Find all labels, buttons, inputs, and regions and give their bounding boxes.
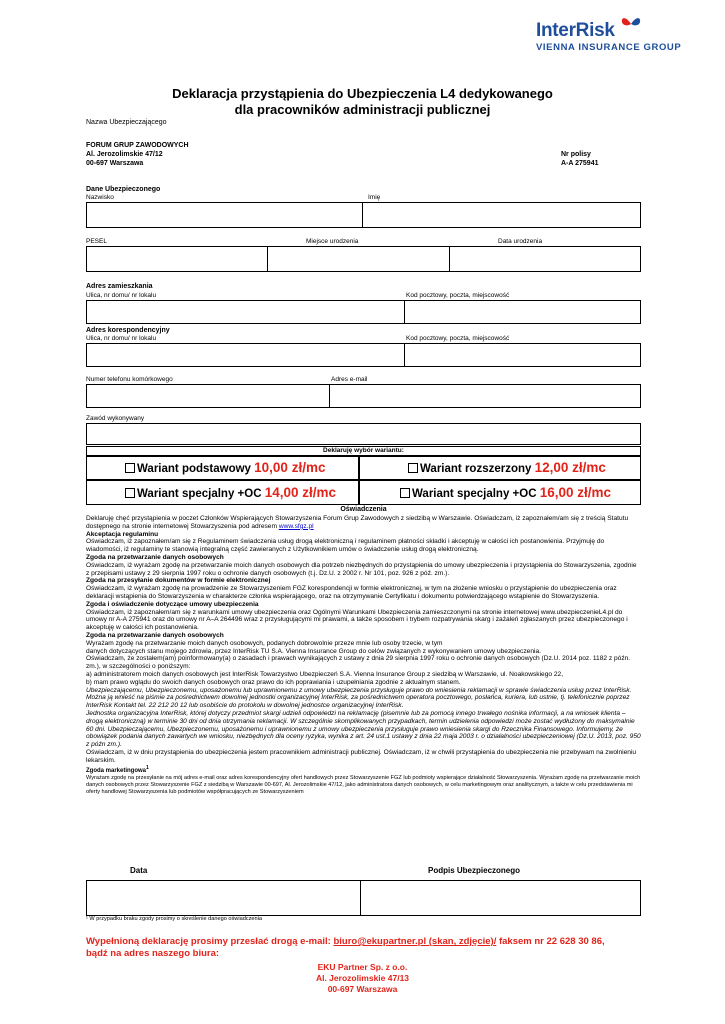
pesel-fields-row (86, 246, 641, 272)
variant-special-oc-16[interactable]: Wariant specjalny +OC 16,00 zł/mc (359, 480, 641, 505)
logo-subtitle: VIENNA INSURANCE GROUP (536, 42, 682, 53)
insured-label: Nazwa Ubezpieczającego (86, 119, 167, 126)
butterfly-icon (620, 16, 642, 32)
section-corr-address: Adres korespondencyjny (86, 327, 170, 334)
section-home-address: Adres zamieszkania (86, 283, 153, 290)
email-label: Adres e-mail (331, 376, 368, 383)
street-input[interactable] (87, 301, 405, 323)
first-name-input[interactable] (363, 203, 640, 227)
postal-input[interactable] (405, 301, 640, 323)
policy-block: Nr polisy A-A 275941 (561, 151, 599, 167)
variant-header: Deklaruję wybór wariantu: (86, 446, 641, 456)
surname-input[interactable] (87, 203, 363, 227)
variant-special-14-checkbox[interactable] (125, 488, 135, 498)
email-input[interactable] (330, 385, 640, 407)
profession-input[interactable] (86, 423, 641, 445)
insured-block: FORUM GRUP ZAWODOWYCH Al. Jerozolimskie 47/12 00-697 Warszawa (86, 142, 189, 167)
date-input[interactable] (87, 881, 361, 915)
office-address: EKU Partner Sp. z o.o. Al. Jerozolimskie 47/13 00-697 Warszawa (315, 962, 410, 994)
contact-row (86, 384, 641, 408)
declarations-body: Deklaruję chęć przystąpienia w poczet Członków Wspierających Stowarzyszenia Forum Grup Zawodowych z siedzibą w Warszawie. Oświadczam, iż zapoznałem/am się z treścią Statutu dostępnego na stronie internetowej Stowarzyszenia pod adresem www.sfgz.pl Akceptacja regulaminu Oświadczam, iż zapoznałem/am się z Regulaminem świadczenia usług drogą elektroniczną i regulaminem płatności składki i akceptuję w całości ich postanowienia. Przyjmuję do wiadomości, iż regulaminy te stanowią integralną część zawieranych z Użytkownikiem umów o świadczenie usług drogą elektroniczną. Zgoda na przetwarzanie danych osobowych Oświadczam, iż wyrażam zgodę na przetwarzanie moich danych osobowych dla potrzeb niezbędnych do przystąpienia do umowy ubezpieczenia i przystąpienia do Stowarzyszenia, zgodnie z przepisami ustawy z 29 sierpnia 1997 roku o ochronie danych osobowych (t.j. Dz.U. z 2002 r. Nr 101, poz. 926 z póź. zm.). Zgoda na przesyłanie dokumentów w formie elektronicznej Oświadczam, iż wyrażam zgodę na prowadzenie ze Stowarzyszeniem FGZ korespondencji w formie elektronicznej, w tym na złożenie wniosku o przystąpienie do ubezpieczenia oraz deklaracji wstąpienia do Stowarzyszenia w charakterze członka wspierającego, oraz na otrzymywanie Certyfikatu i dokumentu potwierdzającego wstąpienie do Stowarzyszenia. Zgoda i oświadczenie dotyczące umowy ubezpieczenia Oświadczam, iż zapoznałem/am się z warunkami umowy ubezpieczenia oraz Ogólnymi Warunkami Ubezpieczenia zamieszczonymi na stronie internetowej www.ubezpieczenieL4.pl do umowy nr A-A 275941 oraz do umowy nr A–A 264496 wraz z przysługującymi mi prawami, a także sposobem i trybem rozpatrywania skarg i zażaleń zgłaszanych przez ubezpieczonego i akceptuję w całości ich postanowienia. Zgoda na przetwarzanie danych osobowych Wyrażam zgodę na przetwarzanie moich danych osobowych, podanych dobrowolnie przeze mnie lub osoby trzecie, w tym danych dotyczących stanu mojego zdrowia, przez InterRisk TU S.A. Vienna Insurance Group do celów związanych z wykonywaniem umowy ubezpieczenia. Oświadczam, że zostałem(am) poinformowany(a) o zasadach i prawach wynikających z ustawy z dnia 29 sierpnia 1997 roku o ochronie danych osobowych (Dz.U. 2014 poz. 1182 z późn. zm.), w szczególności o poniższym: a) administratorem moich danych osobowych jest InterRisk Towarzystwo Ubezpieczeń S.A. Vienna Insurance Group z siedzibą w Warszawie, ul. Noakowskiego 22, b) mam prawo wglądu do swoich danych osobowych oraz prawo do ich poprawiania i uzupełniania zgodnie z aktualnym stanem. Ubezpieczającemu, Ubezpieczonemu, uposażonemu lub uprawnionemu z umowy ubezpieczenia przysługuje prawo do wniesienia reklamacji w sprawie świadczenia usług przez InterRisk. Można ją wnieść na piśmie za pośrednictwem dowolnej jednostki organizacyjnej InterRisk, za pośrednictwem operatora pocztowego, posłańca, kuriera, lub ustnie, tj. telefonicznie poprzez InterRisk Kontakt tel. 22 212 20 12 lub osobiście do protokołu w dowolnej jednostce organizacyjnej InterRisk. Jednostka organizacyjna InterRisk, której dotyczy przedmiot skargi udzieli odpowiedzi na reklamację (pisemnie lub za pomocą innego trwałego nośnika informacji, a na wniosek klienta – drogą elektroniczną) w terminie 30 dni od dnia otrzymania reklamacji. W szczególnie skomplikowanych przypadkach, termin udzielenia odpowiedzi może zostać wydłużony do maksymalnie 60 dni. Ubezpieczającemu, Ubezpieczonemu, uposażonemu i uprawnionemu z umowy ubezpieczenia przysługuje prawo wniesienia skargi do Rzecznika Finansowego. Informujemy, że obowiązek podania danych zawartych we wniosku, niezbędnych dla oceny ryzyka, wynika z art. 24 ust.1 ustawy z dnia 22 maja 2003 r. o działalności ubezpieczeniowej (Dz.U. 2013, poz. 950 z późn zm.). Oświadczam, iż w dniu przystąpienia do ubezpieczenia jestem pracownikiem administracji publicznej. Oświadczam, iż w chwili przystąpienia do ubezpieczenia nie przebywam na zwolnieniu lekarskim. Zgoda marketingowa$^1$ Wyrażam zgodę na przesyłanie na mój adres e-mail oraz adres korespondencyjny ofert handlowych przez Stowarzyszenie FGZ lub podmioty wspierające działalność Stowarzyszenia. Wyrażam zgodę na przetwarzanie moich danych osobowych przez Stowarzyszenie FGZ z siedzibą w Warszawie 00-697, Al. Jerozolimskie 47/12, jako administratora danych osobowych, w celu marketingowym oraz analitycznym, a także w celu przedstawienia mi oferty handlowej Stowarzyszenia lub podmiotów współpracujących ze Stowarzyszeniem (86, 515, 641, 795)
birth-date-label: Data urodzenia (498, 238, 543, 245)
phone-input[interactable] (87, 385, 330, 407)
signature-label: Podpis Ubezpieczonego (428, 866, 521, 875)
section-insured-data: Dane Ubezpieczonego (86, 186, 161, 193)
phone-label: Numer telefonu komórkowego (86, 376, 173, 383)
contact-email-link[interactable]: biuro@ekupartner.pl (skan, zdjęcie)/ (333, 936, 497, 947)
variant-basic-checkbox[interactable] (125, 463, 135, 473)
pesel-input[interactable] (87, 247, 268, 271)
sfgz-link[interactable]: www.sfgz.pl (278, 522, 314, 530)
birth-place-label: Miejsce urodzenia (306, 238, 359, 245)
corr-address-row (86, 343, 641, 367)
birth-place-input[interactable] (268, 247, 450, 271)
name-fields-row (86, 202, 641, 228)
birth-date-input[interactable] (450, 247, 640, 271)
variant-extended-checkbox[interactable] (408, 463, 418, 473)
variant-extended[interactable]: Wariant rozszerzony 12,00 zł/mc (359, 456, 641, 480)
footnote: ¹ W przypadku braku zgody prosimy o skreślenie danego oświadczenia (86, 916, 262, 922)
variant-special-oc-14[interactable]: Wariant specjalny +OC 14,00 zł/mc (86, 480, 359, 505)
corr-street-label: Ulica, nr domu/ nr lokalu (86, 335, 157, 342)
corr-postal-input[interactable] (405, 344, 640, 366)
corr-postal-label: Kod pocztowy, poczta, miejscowość (406, 335, 510, 342)
profession-label: Zawód wykonywany (86, 415, 145, 422)
postal-label: Kod pocztowy, poczta, miejscowość (406, 292, 510, 299)
variant-special-16-checkbox[interactable] (400, 488, 410, 498)
first-name-label: Imię (368, 194, 381, 201)
intro-paragraph: Deklaruję chęć przystąpienia w poczet Członków Wspierających Stowarzyszenia Forum Grup Zawodowych z siedzibą w Warszawie. Oświadczam, iż zapoznałem/am się z treścią Statutu dostępnego na stronie internetowej Stowarzyszenia pod adresem www.sfgz.pl (86, 515, 629, 530)
logo-name: InterRisk (536, 20, 615, 41)
page-title: Deklaracja przystąpienia do Ubezpieczenia L4 dedykowanego dla pracowników administracji publicznej (172, 86, 553, 117)
declarations-title: Oświadczenia (340, 506, 387, 513)
marketing-heading: Zgoda marketingowa$^1$ (86, 764, 149, 774)
home-address-row (86, 300, 641, 324)
surname-label: Nazwisko (86, 194, 114, 201)
contact-instructions: Wypełnioną deklarację prosimy przesłać drogą e-mail: biuro@ekupartner.pl (skan, zdjęcie)/ faksem nr 22 628 30 86, bądź na adres naszego biura: (86, 936, 605, 959)
corr-street-input[interactable] (87, 344, 405, 366)
signature-input[interactable] (361, 881, 640, 915)
signature-row (86, 880, 641, 916)
street-label: Ulica, nr domu/ nr lokalu (86, 292, 157, 299)
pesel-label: PESEL (86, 238, 107, 245)
variant-basic[interactable]: Wariant podstawowy 10,00 zł/mc (86, 456, 359, 480)
date-label: Data (130, 866, 148, 875)
interrisk-logo (536, 20, 706, 54)
